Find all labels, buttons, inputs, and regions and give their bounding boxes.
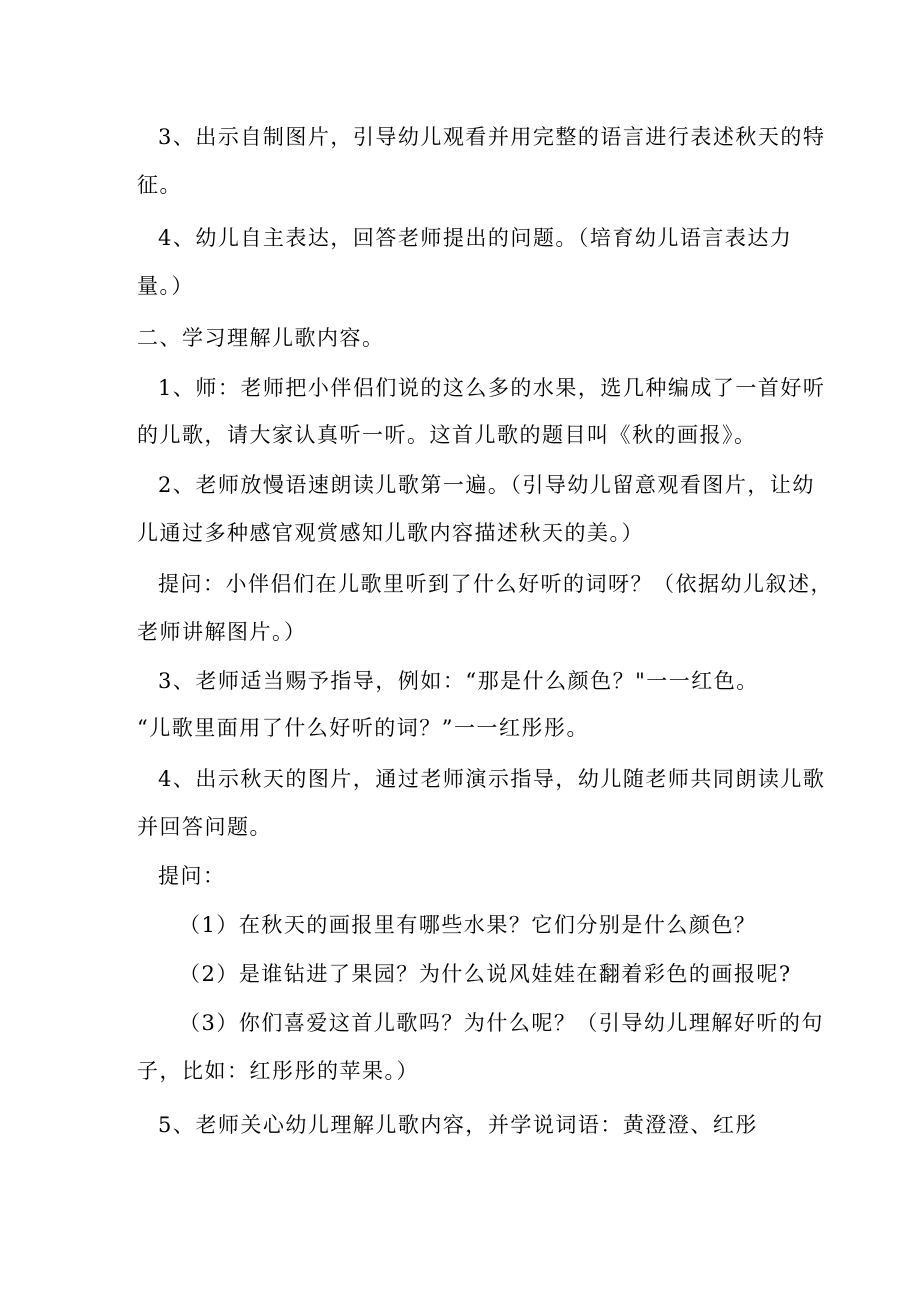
- paragraph-4-line-2: 量。）: [137, 274, 194, 298]
- paragraph-2-line-2: 儿通过多种感官观赏感知儿歌内容描述秋天的美。）: [137, 521, 644, 545]
- guidance-line-1: 3、老师适当赐予指导，例如：“那是什么颜色？"一一红色。: [158, 669, 759, 693]
- question-line-1: 提问：小伴侣们在儿歌里听到了什么好听的词呀？（依据幼儿叙述，: [158, 572, 833, 596]
- section-heading-2: 二、学习理解儿歌内容。: [137, 326, 385, 350]
- paragraph-3-line-1: 3、出示自制图片，引导幼儿观看并用完整的语言进行表述秋天的特: [158, 125, 826, 149]
- paragraph-1-line-1: 1、师：老师把小伴侣们说的这么多的水果，选几种编成了一首好听: [158, 376, 826, 400]
- paragraph-1-line-2: 的儿歌，请大家认真听一听。这首儿歌的题目叫《秋的画报》。: [137, 423, 757, 447]
- paragraph-4b-line-1: 4、出示秋天的图片，通过老师演示指导，幼儿随老师共同朗读儿歌: [158, 767, 826, 791]
- paragraph-4-line-1: 4、幼儿自主表达，回答老师提出的问题。（培育幼儿语言表达力: [158, 226, 793, 250]
- paragraph-3-line-2: 征。: [137, 173, 182, 197]
- question-label: 提问：: [158, 864, 226, 888]
- question-item-3-line-1: （3）你们喜爱这首儿歌吗？为什么呢？（引导幼儿理解好听的句: [179, 1011, 824, 1035]
- question-item-1: （1）在秋天的画报里有哪些水果？它们分别是什么颜色？: [179, 913, 757, 937]
- paragraph-5-line-1: 5、老师关心幼儿理解儿歌内容，并学说词语：黄澄澄、红彤: [158, 1113, 758, 1137]
- question-line-2: 老师讲解图片。）: [137, 620, 307, 644]
- paragraph-2-line-1: 2、老师放慢语速朗读儿歌第一遍。（引导幼儿留意观看图片，让幼: [158, 473, 815, 497]
- guidance-line-2: “儿歌里面用了什么好听的词？”一一红彤彤。: [137, 716, 589, 740]
- paragraph-4b-line-2: 并回答问题。: [137, 815, 272, 839]
- question-item-3-line-2: 子，比如：红彤彤的苹果。）: [137, 1059, 419, 1083]
- question-item-2: （2）是谁钻进了果园？为什么说风娃娃在翻着彩色的画报呢?: [179, 962, 792, 986]
